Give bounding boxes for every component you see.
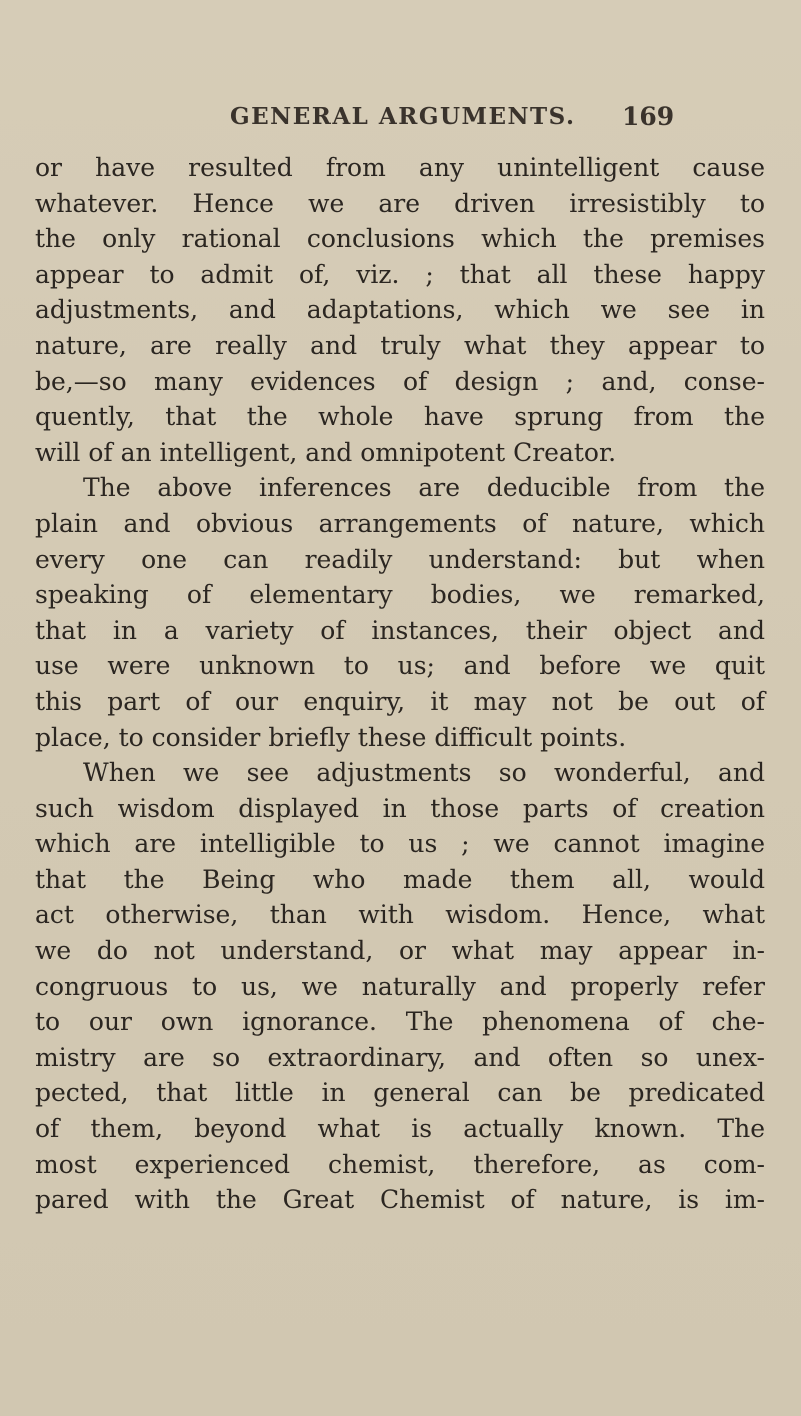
text-line: appear to admit of, viz. ; that all these happy bbox=[35, 259, 765, 289]
text-line: the only rational conclusions which the premises bbox=[35, 224, 765, 254]
text-line: such wisdom displayed in those parts of creation bbox=[35, 793, 765, 823]
text-line: to our own ignorance. The phenomena of che- bbox=[35, 1007, 765, 1037]
paragraph-start-line: When we see adjustments so wonderful, and bbox=[83, 758, 765, 788]
text-line: quently, that the whole have sprung from the bbox=[35, 402, 765, 432]
text-line: that the Being who made them all, would bbox=[35, 864, 765, 894]
page-header bbox=[0, 103, 801, 133]
text-line: adjustments, and adaptations, which we see in bbox=[35, 295, 765, 325]
text-line: most experienced chemist, therefore, as com- bbox=[35, 1149, 765, 1179]
text-line: of them, beyond what is actually known. The bbox=[35, 1114, 765, 1144]
text-line: will of an intelligent, and omnipotent Creator. bbox=[35, 437, 617, 467]
text-line: speaking of elementary bodies, we remarked, bbox=[35, 580, 765, 610]
text-line: pared with the Great Chemist of nature, is im- bbox=[35, 1185, 765, 1215]
text-line: use were unknown to us; and before we quit bbox=[35, 651, 765, 681]
text-line: which are intelligible to us ; we cannot imagine bbox=[35, 829, 765, 859]
text-line: place, to consider briefly these difficult points. bbox=[35, 722, 627, 752]
paragraph-start-line: The above inferences are deducible from the bbox=[83, 473, 765, 503]
running-title: GENERAL ARGUMENTS. bbox=[230, 103, 576, 130]
text-line: we do not understand, or what may appear in- bbox=[35, 936, 765, 966]
page-number: 169 bbox=[622, 102, 675, 131]
text-line: every one can readily understand: but when bbox=[35, 544, 765, 574]
text-line: whatever. Hence we are driven irresistibly to bbox=[35, 188, 765, 218]
text-line: pected, that little in general can be predicated bbox=[35, 1078, 765, 1108]
text-line: congruous to us, we naturally and properly refer bbox=[35, 971, 765, 1001]
text-line: act otherwise, than with wisdom. Hence, what bbox=[35, 900, 765, 930]
text-line: this part of our enquiry, it may not be out of bbox=[35, 686, 765, 716]
text-line: plain and obvious arrangements of nature, which bbox=[35, 508, 765, 538]
text-line: mistry are so extraordinary, and often so unex- bbox=[35, 1042, 765, 1072]
text-line: be,—so many evidences of design ; and, conse- bbox=[35, 366, 765, 396]
text-line: nature, are really and truly what they appear to bbox=[35, 330, 765, 360]
text-line: or have resulted from any unintelligent cause bbox=[35, 153, 765, 182]
body-text bbox=[35, 150, 765, 1218]
text-line: that in a variety of instances, their object and bbox=[35, 615, 765, 645]
